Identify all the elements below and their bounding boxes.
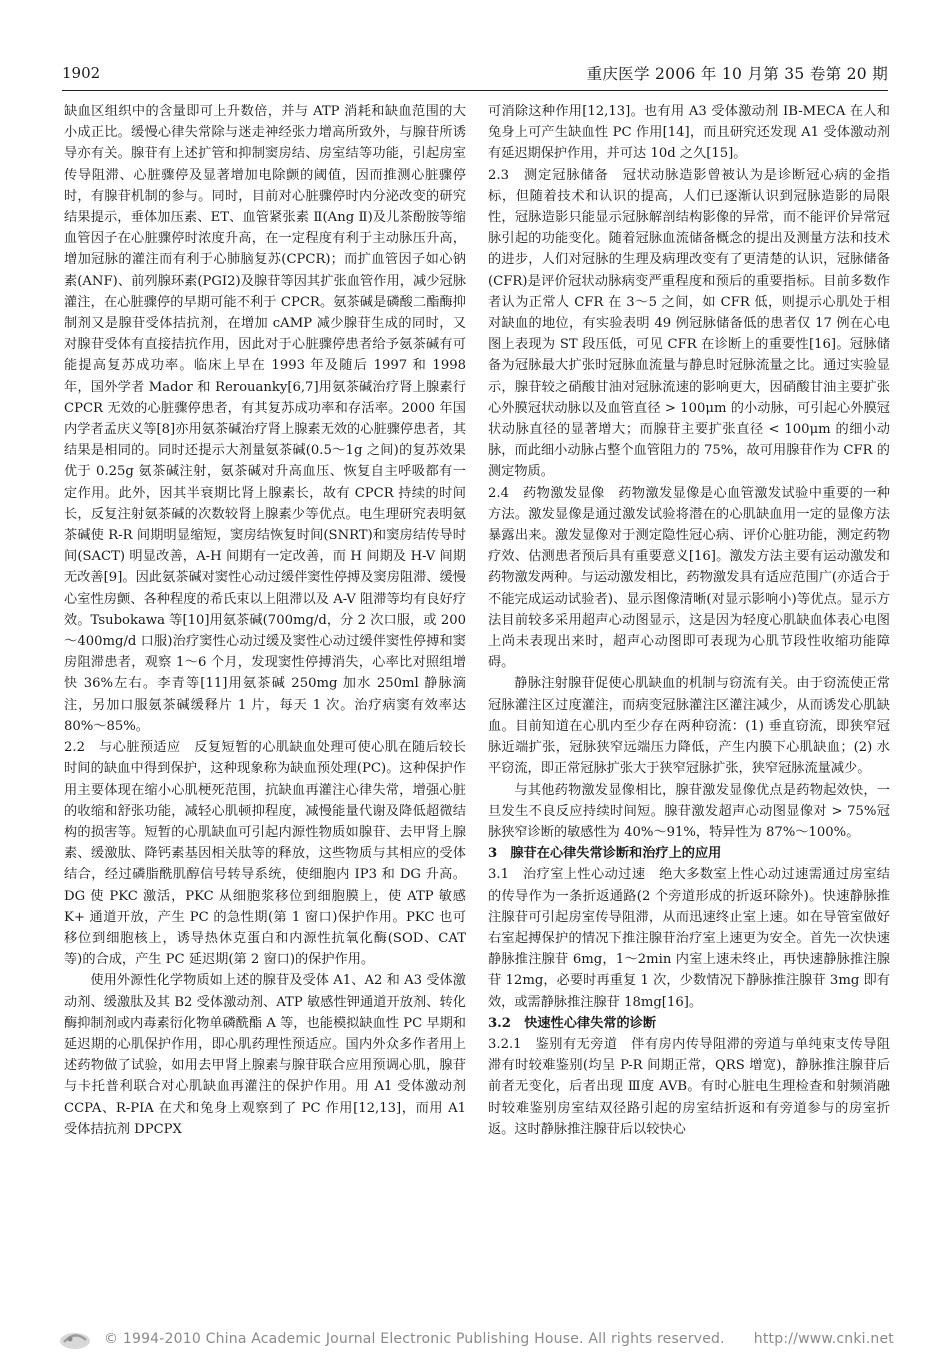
- page-footer: [0, 1322, 950, 1362]
- body-paragraph: 3.2.1 鉴别有无旁道 伴有房内传导阻滞的旁道与单纯束支传导阻滞有时较难鉴别(均呈 P-R 间期正常，QRS 增宽)，静脉推注腺苷后前者无变化，后者出现 Ⅲ度 AVB。有时心脏电生理检查和射频消融时较难鉴别房室结双径路引起的房室结折返和有旁道参与的房室折返。这时静脉推注腺苷后以较快心: [488, 1036, 890, 1137]
- body-paragraph: 3.1 治疗室上性心动过速 绝大多数室上性心动过速需通过房室结的传导作为一条折返通路(2 个旁道形成的折返环除外)。快速静脉推注腺苷可引起房室传导阻滞，从而迅速终止室上速。如在导管室做好右室起搏保护的情况下推注腺苷治疗室上速更为安全。首先一次快速静脉推注腺苷 6mg，1～2min 内室上速未终止，再快速静脉推注腺苷 12mg，必要时再重复 1 次，少数情况下静脉推注腺苷 3mg 即有效，或需静脉推注腺苷 18mg[16]。: [488, 867, 890, 1010]
- body-paragraph: 可消除这种作用[12,13]。也有用 A3 受体激动剂 IB-MECA 在人和兔身上可产生缺血性 PC 作用[14]，而且研究还发现 A1 受体激动剂有延迟期保护作用，并可达 10d 之久[15]。: [488, 104, 890, 162]
- body-paragraph: 缺血区组织中的含量即可上升数倍，并与 ATP 消耗和缺血范围的大小成正比。缓慢心律失常除与迷走神经张力增高所致外，与腺苷所诱导亦有关。腺苷有上述扩管和抑制窦房结、房室结等功能，引起房室传导阻滞、心脏骤停及显著增加电除颤的阈值，因而推测心脏骤停时，有腺苷机制的参与。同时，目前对心脏骤停时内分泌改变的研究结果提示，垂体加压素、ET、血管紧张素 Ⅱ(Ang Ⅱ)及儿茶酚胺等缩血管因子在心脏骤停时浓度升高，在一定程度有利于主动脉压升高，增加冠脉的灌注而有利于心肺脑复苏(CPCR)；而扩血管因子如心钠素(ANF)、前列腺环素(PGI2)及腺苷等因其扩张血管作用，减少冠脉灌注，在心脏骤停的早期可能不利于 CPCR。氨茶碱是磷酸二酯酶抑制剂又是腺苷受体拮抗剂，在增加 cAMP 减少腺苷生成的同时，又对腺苷受体有直接拮抗作用，因此对于心脏骤停患者给予氨茶碱有可能提高复苏成功率。临床上早在 1993 年及随后 1997 和 1998 年，国外学者 Mador 和 Rerouanky[6,7]用氨茶碱治疗肾上腺素行 CPCR 无效的心脏骤停患者，有其复苏成功率和存活率。2000 年国内学者孟庆义等[8]亦用氨茶碱治疗肾上腺素无效的心脏骤停患者，其结果是相同的。同时还提示大剂量氨茶碱(0.5～1g 之间)的复苏效果优于 0.25g 氨茶碱注射，氨茶碱对升高血压、恢复自主呼吸都有一定作用。此外，因其半衰期比肾上腺素长，故有 CPCR 持续的时间长，反复注射氨茶碱的次数较肾上腺素少等优点。电生理研究表明氨茶碱使 R-R 间期明显缩短，窦房结恢复时间(SNRT)和窦房结传导时间(SACT) 明显改善，A-H 间期有一定改善，而 H 间期及 H-V 间期无改善[9]。因此氨茶碱对窦性心动过缓伴窦性停搏及窦房阻滞、缓慢心室性房颤、各种程度的希氏束以上阻滞以及 A-V 阻滞等均有良好疗效。Tsubokawa 等[10]用氨茶碱(700mg/d，分 2 次口服，或 200～400mg/d 口服)治疗窦性心动过缓及窦性心动过缓伴窦性停搏和窦房阻滞患者，观察 1～6 个月，发现窦性停搏消失，心率比对照组增快 36%左右。李青等[11]用氨茶碱 250mg 加水 250ml 静脉滴注，另加口服氨茶碱缓释片 1 片，每天 1 次。治疗病窦有效率达 80%～85%。: [64, 104, 466, 734]
- cnki-url: http://www.cnki.net: [753, 1331, 894, 1347]
- copyright-notice: [104, 1331, 894, 1347]
- left-text-column: [64, 101, 466, 1140]
- header-rule: [62, 90, 888, 91]
- right-text-column: [488, 101, 890, 1140]
- section-heading: 3.2 快速性心律失常的诊断: [488, 1015, 657, 1031]
- page-number: 1902: [62, 64, 101, 82]
- body-paragraph: 2.3 测定冠脉储备 冠状动脉造影曾被认为是诊断冠心病的金指标，但随着技术和认识的提高，人们已逐渐认识到冠脉造影的局限性，冠脉造影只能显示冠脉解剖结构影像的异常，而不能评价异常冠脉引起的功能变化。随着冠脉血流储备概念的提出及测量方法和技术的进步，人们对冠脉的生理及病理改变有了更清楚的认识，冠脉储备(CFR)是评价冠状动脉病变严重程度和预后的重要指标。目前多数作者认为正常人 CFR 在 3～5 之间，如 CFR 低，则提示心肌处于相对缺血的地位，有实验表明 49 例冠脉储备低的患者仅 17 例在心电图上表现为 ST 段压低，可见 CFR 在诊断上的重要性[16]。冠脉储备为冠脉最大扩张时冠脉血流量与静息时冠脉流量之比。通过实验显示，腺苷较之硝酸甘油对冠脉流速的影响更大，因硝酸甘油主要扩张心外膜冠状动脉以及血管直径 > 100μm 的小动脉，可引起心外膜冠状动脉直径的显著增大；而腺苷主要扩张直径 < 100μm 的细小动脉，而此细小动脉占整个血管阻力的 75%，故可用腺苷作为 CFR 的测定物质。: [488, 167, 890, 480]
- body-paragraph: 静脉注射腺苷促使心肌缺血的机制与窃流有关。由于窃流使正常冠脉灌注区过度灌注，而病变冠脉灌注区灌注减少，从而诱发心肌缺血。目前知道在心肌内至少存在两种窃流：(1) 垂直窃流，即狭窄冠脉近端扩张，冠脉狭窄远端压力降低，产生内膜下心肌缺血；(2) 水平窃流，即正常冠脉扩张大于狭窄冠脉扩张，狭窄冠脉流量减少。: [488, 676, 890, 777]
- cnki-logo-icon: [58, 1326, 92, 1352]
- journal-issue-line: 重庆医学 2006 年 10 月第 35 卷第 20 期: [586, 65, 888, 83]
- section-heading: 3 腺苷在心律失常诊断和治疗上的应用: [488, 846, 722, 862]
- body-paragraph: 与其他药物激发显像相比，腺苷激发显像优点是药物起效快，一旦发生不良反应持续时间短。腺苷激发超声心动图显像对 > 75%冠脉狭窄诊断的敏感性为 40%～91%，特异性为 87%～100%。: [488, 782, 890, 840]
- body-paragraph: 使用外源性化学物质如上述的腺苷及受体 A1、A2 和 A3 受体激动剂、缓激肽及其 B2 受体激动剂、ATP 敏感性钾通道开放剂、转化酶抑制剂或内毒素衍化物单磷酰酯 A 等，也能模拟缺血性 PC 早期和延迟期的心肌保护作用，即心肌药理性预适应。国内外众多作者用上述药物做了试验，如用去甲肾上腺素与腺苷联合应用预调心肌，腺苷与卡托普利联合对心肌缺血再灌注的保护作用。用 A1 受体激动剂 CCPA、R-PIA 在犬和兔身上观察到了 PC 作用[12,13]，而用 A1 受体拮抗剂 DPCPX: [64, 973, 466, 1137]
- body-paragraph: 2.4 药物激发显像 药物激发显像是心血管激发试验中重要的一种方法。激发显像是通过激发试验将潜在的心肌缺血用一定的显像方法暴露出来。激发显像对于测定隐性冠心病、评价心脏功能，测定药物疗效、估测患者预后具有重要意义[16]。激发方法主要有运动激发和药物激发两种。与运动激发相比，药物激发具有适应范围广(亦适合于不能完成运动试验者)、显示图像清晰(对显示影响小)等优点。显示方法目前较多采用超声心动图显示，这是因为轻度心肌缺血体表心电图上尚未表现出来时，超声心动图即可表现为心肌节段性收缩功能障碍。: [488, 485, 890, 671]
- body-paragraph: 2.2 与心脏预适应 反复短暂的心肌缺血处理可使心肌在随后较长时间的缺血中得到保护，这种现象称为缺血预处理(PC)。这种保护作用主要体现在缩小心肌梗死范围，抗缺血再灌注心律失常，增强心脏的收缩和舒张功能，减轻心肌顿抑程度，减慢能量代谢及降低超微结构的损害等。短暂的心肌缺血可引起内源性物质如腺苷、去甲肾上腺素、缓激肽、降钙素基因相关肽等的释放，这些物质与其相应的受体结合，经过磷脂酰肌醇信号转导系统，使细胞内 IP3 和 DG 升高。DG 使 PKC 激活，PKC 从细胞浆移位到细胞膜上，使 ATP 敏感 K+ 通道开放，产生 PC 的急性期(第 1 窗口)保护作用。PKC 也可移位到细胞核上，诱导热休克蛋白和内源性抗氧化酶(SOD、CAT 等)的合成，产生 PC 延迟期(第 2 窗口)的保护作用。: [64, 740, 466, 968]
- copyright-text: © 1994-2010 China Academic Journal Electronic Publishing House. All rights reserved.: [104, 1331, 725, 1347]
- page-header: [62, 62, 888, 88]
